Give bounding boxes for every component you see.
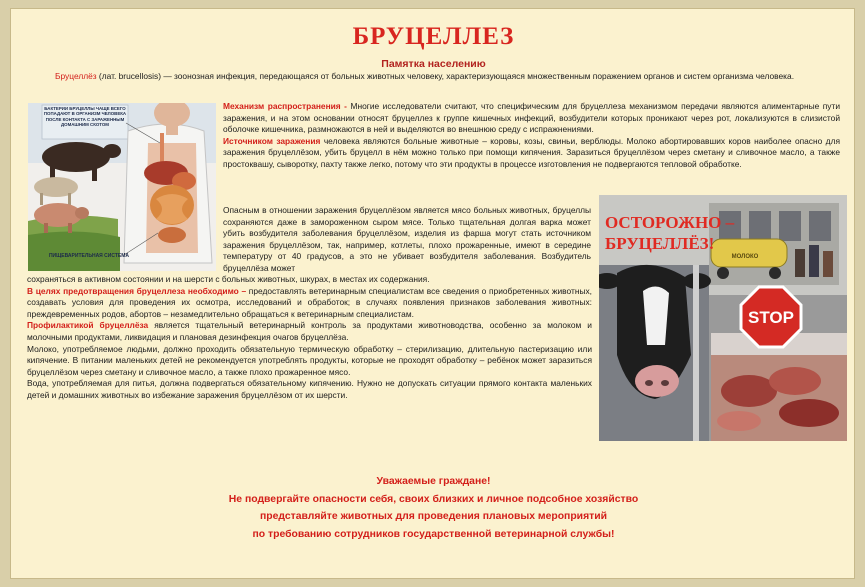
warning-collage-image: [599, 195, 847, 441]
prophylaxis-text: является тщательный ветеринарный контроль за продуктами животноводства, особенно за молоком и молочными продуктами, ликвидация и плановая дезинфекция очагов бруцеллёза.: [27, 320, 592, 342]
source-text-a: человека являются больные животные – коровы, козы, свиньи, верблюды. Молоко абортировавших коров наиболее опасно для заражения бруцеллёзом, убить бруцелл в нём можно только при помощи кипячения. Заразиться бруцеллёзом через сметану и сливочное масло, а также простоквашу, сыворотку, пахту также легко, потому что эти продукты в процессе изготовления не подвергаются тепловой обработке.: [223, 135, 840, 169]
prevention-text: предоставлять ветеринарным специалистам все сведения о приобретенных животных, создавать условия для проведения их осмотра, исследований и обработок; в случаях появления признаков заболевания животных: преждевременных родов, абортов – незамедлительно обращаться к ветеринарным специалистам.: [27, 285, 592, 319]
warning-line-1: ОСТОРОЖНО –: [605, 213, 735, 232]
appeal-line-2: Не подвергайте опасности себя, своих близких и личное подсобное хозяйство: [228, 493, 639, 505]
appeal-line-1: Уважаемые граждане!: [376, 476, 491, 487]
mechanism-paragraph: [223, 101, 840, 171]
digestive-system-image: [28, 103, 216, 271]
image-label: ПИЩЕВАРИТЕЛЬНАЯ СИСТЕМА: [48, 253, 130, 259]
image-caption: БАКТЕРИИ БРУЦЕЛЛЫ ЧАЩЕ ВСЕГО ПОПАДАЮТ В ОРГАНИЗМ ЧЕЛОВЕКА ПОСЛЕ КОНТАКТА С ЗАРАЖЕННЫМ ДОМАШНИМ СКОТОМ: [43, 106, 127, 128]
mechanism-heading: Механизм распространения -: [223, 101, 347, 111]
source-paragraph-b: [223, 205, 591, 275]
page-title: БРУЦЕЛЛЕЗ: [352, 23, 515, 50]
intro-term: Бруцеллёз: [55, 71, 97, 81]
source-text-c: сохраняться в активном состоянии и на шерсти с больных животных, шкурах, в местах их содержания.: [27, 274, 430, 284]
appeal-line-4: по требованию сотрудников государственной ветеринарной службы!: [252, 528, 615, 540]
prevention-heading: В целях предотвращения бруцеллеза необходимо –: [27, 285, 247, 296]
intro-text: (лат. brucellosis) — зоонозная инфекция, передающаяся от больных животных человеку, характеризующаяся множественным поражением органов и систем организма человека.: [96, 71, 795, 81]
source-text-b: Опасным в отношении заражения бруцеллёзом является мясо больных животных, бруцеллы сохраняются даже в замороженном сыром мясе. Только тщательная долгая варка может убить возбудителя заболевания бруцеллёзом, изделия из фарша могут стать источником заражения бруцеллёзом, так, например, котлеты, плохо прожаренные, имеют в середине температуру от 40 градусов, а это не убивает возбудителя заболевания. Возбудитель бруцеллёза может: [223, 205, 591, 273]
intro-paragraph: [27, 71, 842, 83]
mechanism-text: Многие исследователи считают, что специфическим для бруцеллеза механизмом передачи являются алиментарные пути заражения, и на этом основании относят бруцеллез к группе кишечных инфекций, возбудители которых проникают через рот, локализуются в слизистой оболочке кишечника, размножаются в ней и выделяются во внешнюю среду с испражнениями.: [223, 101, 841, 135]
lower-text-block: [27, 274, 592, 402]
prophylaxis-heading: Профилактикой бруцеллёза: [27, 320, 149, 331]
milk-tank-label: МОЛОКО: [731, 254, 759, 260]
milk-paragraph: Молоко, употребляемое людьми, должно проходить обязательную термическую обработку – стерилизацию, длительную пастеризацию или кипячение. В питании маленьких детей не рекомендуется употреблять продукты, которые не проходят обработку – ребёнок может заразиться бруцеллёзом через сметану и сливочное масло, а также плохо прожаренное мясо.: [27, 343, 592, 377]
source-heading: Источником заражения: [223, 135, 321, 146]
appeal-block: [11, 473, 856, 543]
water-paragraph: Вода, употребляемая для питья, должна подвергаться обязательному кипячению. Нужно не допускать ситуации прямого контакта маленьких детей и домашних животных во избежание заражения бруцеллёзом от их шерсти.: [27, 378, 592, 400]
poster: [10, 8, 855, 579]
warning-line-2: БРУЦЕЛЛЁЗ!: [605, 234, 715, 253]
prophylaxis-paragraph: [27, 320, 592, 343]
appeal-line-3: представляйте животных для проведения плановых мероприятий: [260, 511, 607, 523]
page-subtitle: Памятка населению: [381, 58, 486, 70]
prevention-paragraph: [27, 286, 592, 321]
stop-sign-label: STOP: [748, 308, 794, 327]
